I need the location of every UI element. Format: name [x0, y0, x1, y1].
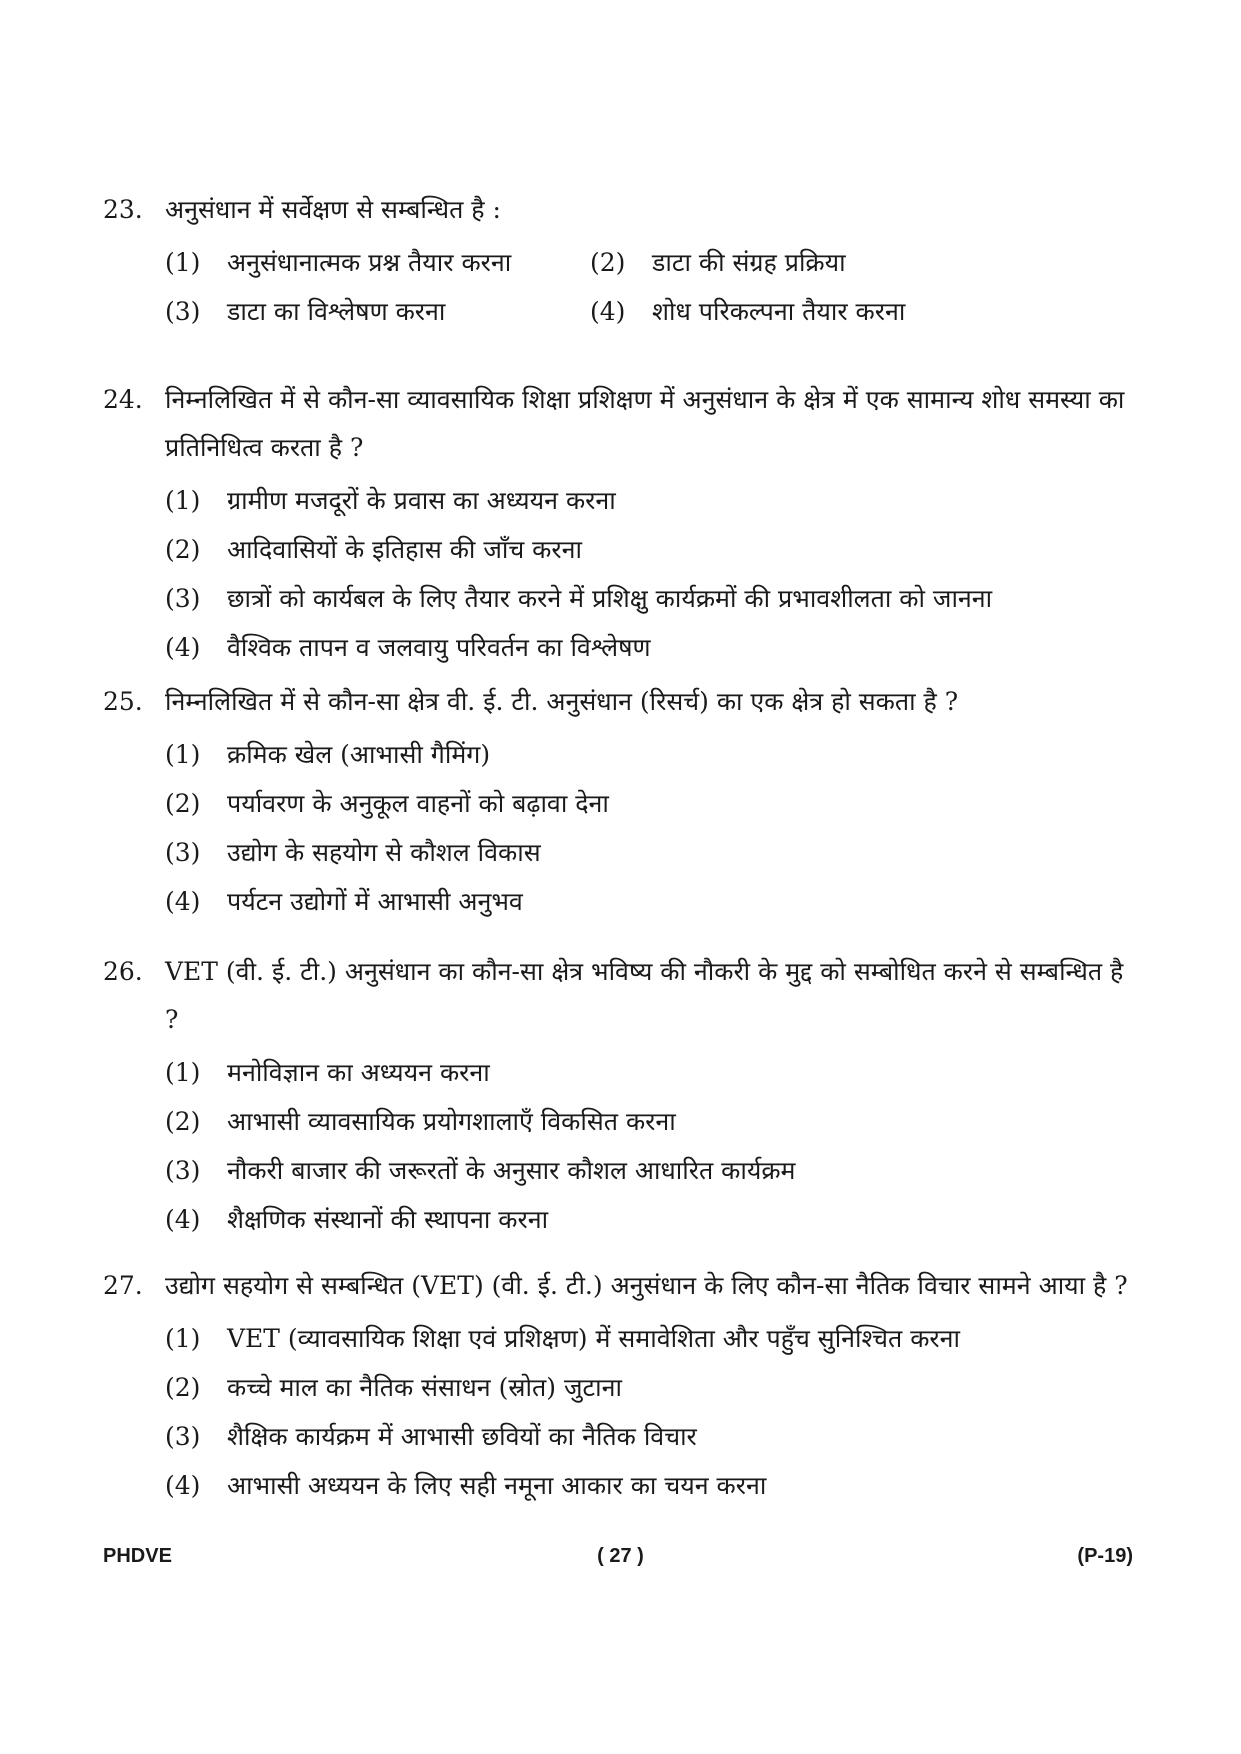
- question-text: VET (वी. ई. टी.) अनुसंधान का कौन-सा क्षेत्र भविष्य की नौकरी के मुद्द को सम्बोधित करने से सम्बन्धित है ?: [165, 957, 1124, 1034]
- question-number: 27.: [103, 1271, 143, 1300]
- option-4: (4) आभासी अध्ययन के लिए सही नमूना आकार का चयन करना: [165, 1470, 767, 1500]
- option-3: (3) नौकरी बाजार की जरूरतों के अनुसार कौशल आधारित कार्यक्रम: [165, 1155, 796, 1185]
- question-number: 24.: [103, 385, 143, 414]
- option-2: (2) पर्यावरण के अनुकूल वाहनों को बढ़ावा देना: [165, 788, 609, 818]
- question-23: [103, 186, 1143, 336]
- set-code: (P-19): [1077, 1545, 1133, 1567]
- paper-code: PHDVE: [103, 1545, 172, 1567]
- option-3: (3) उद्योग के सहयोग से कौशल विकास: [165, 837, 541, 867]
- option-3: (3) छात्रों को कार्यबल के लिए तैयार करने में प्रशिक्षु कार्यक्रमों की प्रभावशीलता को जानना: [165, 583, 993, 613]
- question-text: उद्योग सहयोग से सम्बन्धित (VET) (वी. ई. टी.) अनुसंधान के लिए कौन-सा नैतिक विचार सामने आया है ?: [165, 1271, 1128, 1300]
- option-3: (3) डाटा का विश्लेषण करना: [165, 296, 446, 326]
- question-text: अनुसंधान में सर्वेक्षण से सम्बन्धित है :: [165, 195, 501, 224]
- question-number: 26.: [103, 957, 143, 986]
- option-1: (1) क्रमिक खेल (आभासी गैमिंग): [165, 739, 491, 769]
- option-1: (1) मनोविज्ञान का अध्ययन करना: [165, 1057, 490, 1087]
- option-2: (2) आदिवासियों के इतिहास की जाँच करना: [165, 534, 582, 564]
- question-number: 25.: [103, 687, 143, 716]
- question-text: निम्नलिखित में से कौन-सा व्यावसायिक शिक्षा प्रशिक्षण में अनुसंधान के क्षेत्र में एक सामान्य शोध समस्या का प्रतिनिधित्व करता है ?: [165, 385, 1125, 462]
- option-2: (2) डाटा की संग्रह प्रक्रिया: [590, 247, 846, 277]
- option-2: (2) आभासी व्यावसायिक प्रयोगशालाएँ विकसित करना: [165, 1106, 676, 1136]
- option-2: (2) कच्चे माल का नैतिक संसाधन (स्रोत) जुटाना: [165, 1372, 622, 1402]
- question-26: [103, 948, 1143, 1244]
- option-4: (4) शोध परिकल्पना तैयार करना: [590, 296, 906, 326]
- page-number: ( 27 ): [597, 1545, 644, 1567]
- question-text: निम्नलिखित में से कौन-सा क्षेत्र वी. ई. टी. अनुसंधान (रिसर्च) का एक क्षेत्र हो सकता है ?: [165, 687, 959, 716]
- option-4: (4) पर्यटन उद्योगों में आभासी अनुभव: [165, 886, 523, 916]
- option-1: (1) ग्रामीण मजदूरों के प्रवास का अध्ययन करना: [165, 485, 616, 515]
- question-25: [103, 678, 1143, 926]
- option-1: (1) अनुसंधानात्मक प्रश्न तैयार करना: [165, 247, 512, 277]
- option-4: (4) शैक्षणिक संस्थानों की स्थापना करना: [165, 1204, 549, 1234]
- question-number: 23.: [103, 195, 143, 224]
- question-27: [103, 1262, 1143, 1510]
- question-24: [103, 376, 1143, 672]
- option-1: (1) VET (व्यावसायिक शिक्षा एवं प्रशिक्षण) में समावेशिता और पहुँच सुनिश्चित करना: [165, 1323, 961, 1353]
- option-3: (3) शैक्षिक कार्यक्रम में आभासी छवियों का नैतिक विचार: [165, 1421, 697, 1451]
- option-4: (4) वैश्विक तापन व जलवायु परिवर्तन का विश्लेषण: [165, 632, 651, 662]
